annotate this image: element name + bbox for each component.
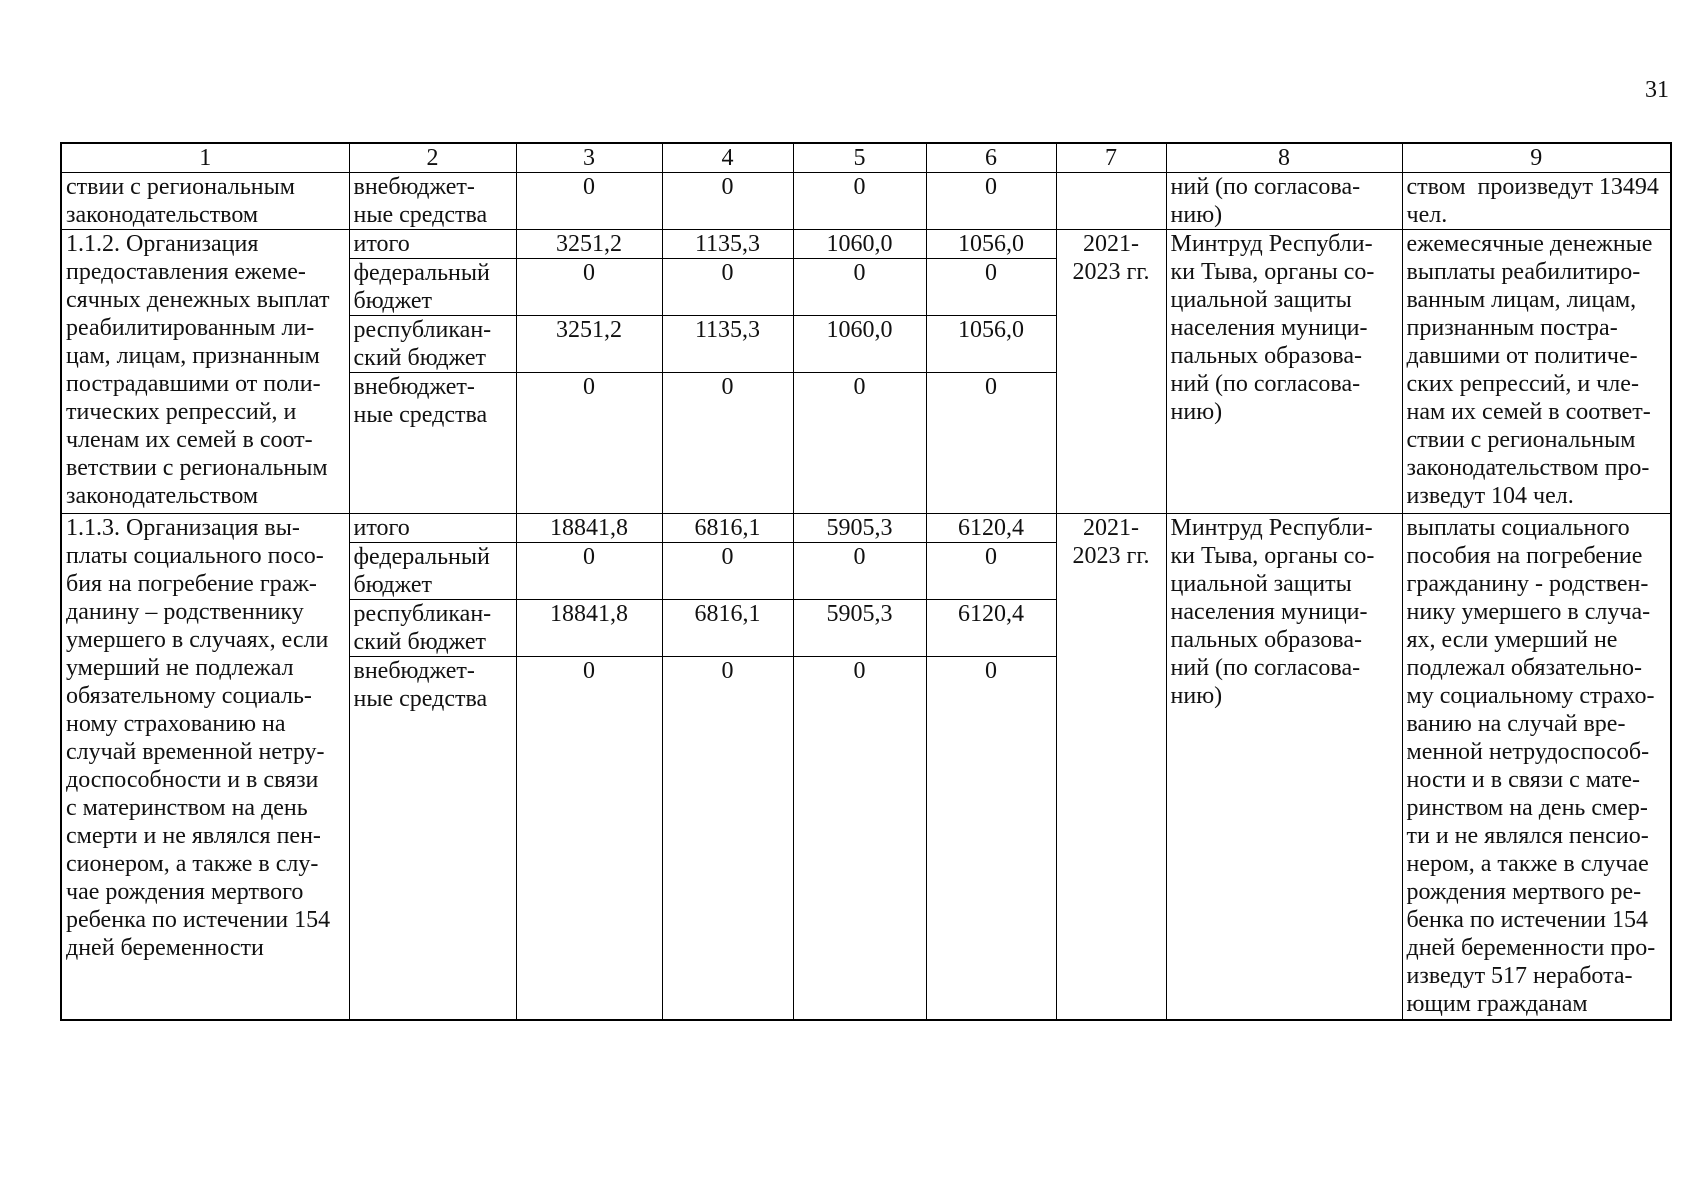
page-number: 31 (1645, 77, 1669, 103)
value-cell-2021: 0 (662, 373, 793, 514)
value-cell-2022: 5905,3 (793, 514, 926, 543)
column-header-7: 7 (1056, 143, 1166, 173)
funding-source-cell: федеральный бюджет (349, 543, 516, 600)
period-cell: 2021- 2023 гг. (1056, 230, 1166, 514)
value-cell-2021: 1135,3 (662, 230, 793, 259)
value-cell-2023: 1056,0 (926, 316, 1056, 373)
value-cell-2021: 0 (662, 259, 793, 316)
table-body (61, 143, 1671, 1020)
measure-cell: ствии с региональным законодательством (61, 173, 349, 230)
executor-cell: Минтруд Республи- ки Тыва, органы со- циальной защиты населения муници- пальных образова- ний (по согласова- нию) (1166, 230, 1402, 514)
measure-cell: 1.1.2. Организация предоставления ежеме- сячных денежных выплат реабилитированным ли- цам, лицам, признанным пострадавшими от поли- тических репрессий, и членам их семей в соот- ветствии с региональным законодательством (61, 230, 349, 514)
value-cell-total: 0 (516, 543, 662, 600)
value-cell-total: 0 (516, 259, 662, 316)
column-header-9: 9 (1402, 143, 1671, 173)
result-cell: ежемесячные денежные выплаты реабилитиро- ванным лицам, лицам, признанным постра- давшими от политиче- ских репрессий, и чле- нам их семей в соответ- ствии с региональным законодательством про- изведут 104 чел. (1402, 230, 1671, 514)
value-cell-2022: 0 (793, 173, 926, 230)
value-cell-2023: 0 (926, 259, 1056, 316)
value-cell-2023: 6120,4 (926, 600, 1056, 657)
value-cell-2022: 0 (793, 543, 926, 600)
funding-source-cell: республикан- ский бюджет (349, 600, 516, 657)
value-cell-2023: 0 (926, 173, 1056, 230)
value-cell-2021: 0 (662, 543, 793, 600)
value-cell-total: 0 (516, 173, 662, 230)
period-cell (1056, 173, 1166, 230)
measure-cell: 1.1.3. Организация вы- платы социального посо- бия на погребение граж- данину – родственнику умершего в случаях, если умерший не подлежал обязательному социаль- ному страхованию на случай временной нетру- доспособности и в связи с материнством на день смерти и не являлся пен- сионером, а также в слу- чае рождения мертвого ребенка по истечении 154 дней беременности (61, 514, 349, 1020)
column-header-8: 8 (1166, 143, 1402, 173)
column-number-row (61, 143, 1671, 173)
value-cell-2021: 0 (662, 657, 793, 1020)
value-cell-2022: 0 (793, 259, 926, 316)
value-cell-2023: 1056,0 (926, 230, 1056, 259)
column-header-5: 5 (793, 143, 926, 173)
table-row (61, 230, 1671, 259)
value-cell-total: 3251,2 (516, 316, 662, 373)
column-header-3: 3 (516, 143, 662, 173)
program-measures-table (60, 142, 1672, 1021)
executor-cell: Минтруд Республи- ки Тыва, органы со- циальной защиты населения муници- пальных образова- ний (по согласова- нию) (1166, 514, 1402, 1020)
value-cell-2021: 0 (662, 173, 793, 230)
funding-source-cell: республикан- ский бюджет (349, 316, 516, 373)
result-cell: выплаты социального пособия на погребение гражданину - родствен- нику умершего в случа- ях, если умерший не подлежал обязательно- му социальному страхо- ванию на случай вре- менной нетрудоспособ- ности и в связи с мате- ринством на день смер- ти и не являлся пенсио- нером, а также в случае рождения мертвого ре- бенка по истечении 154 дней беременности про- изведут 517 неработа- ющим гражданам (1402, 514, 1671, 1020)
period-cell: 2021- 2023 гг. (1056, 514, 1166, 1020)
executor-cell: ний (по согласова- нию) (1166, 173, 1402, 230)
column-header-2: 2 (349, 143, 516, 173)
column-header-6: 6 (926, 143, 1056, 173)
value-cell-2023: 0 (926, 657, 1056, 1020)
value-cell-2022: 0 (793, 373, 926, 514)
value-cell-2023: 6120,4 (926, 514, 1056, 543)
funding-source-cell: итого (349, 230, 516, 259)
funding-source-cell: внебюджет- ные средства (349, 657, 516, 1020)
value-cell-2022: 5905,3 (793, 600, 926, 657)
table-row (61, 514, 1671, 543)
funding-source-cell: итого (349, 514, 516, 543)
funding-source-cell: федеральный бюджет (349, 259, 516, 316)
value-cell-total: 3251,2 (516, 230, 662, 259)
value-cell-2021: 6816,1 (662, 600, 793, 657)
column-header-1: 1 (61, 143, 349, 173)
result-cell: ством произведут 13494 чел. (1402, 173, 1671, 230)
value-cell-total: 0 (516, 373, 662, 514)
continuation-row (61, 173, 1671, 230)
funding-source-cell: внебюджет- ные средства (349, 373, 516, 514)
value-cell-2022: 1060,0 (793, 230, 926, 259)
value-cell-2021: 1135,3 (662, 316, 793, 373)
value-cell-2023: 0 (926, 543, 1056, 600)
value-cell-total: 18841,8 (516, 600, 662, 657)
value-cell-2022: 0 (793, 657, 926, 1020)
column-header-4: 4 (662, 143, 793, 173)
funding-source-cell: внебюджет- ные средства (349, 173, 516, 230)
value-cell-total: 0 (516, 657, 662, 1020)
value-cell-2023: 0 (926, 373, 1056, 514)
value-cell-2022: 1060,0 (793, 316, 926, 373)
value-cell-2021: 6816,1 (662, 514, 793, 543)
value-cell-total: 18841,8 (516, 514, 662, 543)
